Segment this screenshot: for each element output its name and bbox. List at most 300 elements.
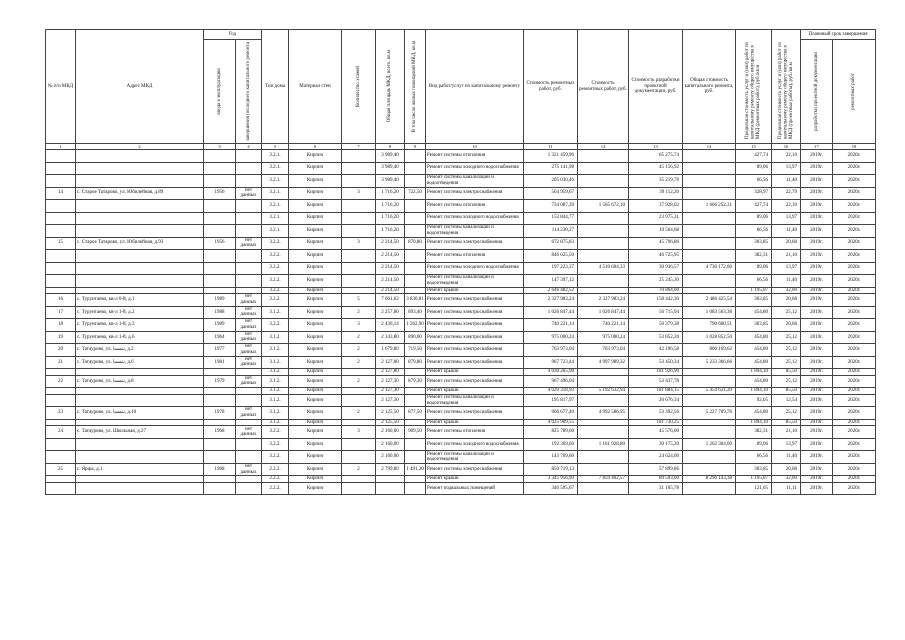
row-floors: 2: [342, 375, 376, 388]
row-total-cost: [683, 175, 736, 188]
row-plan-design: 2019г.: [801, 250, 833, 263]
row-year-overhaul: [236, 419, 262, 426]
row-type: 3.2.2.: [262, 319, 289, 332]
row-wall: Кирпич: [289, 162, 342, 175]
row-plan-design: 2019г.: [801, 237, 833, 250]
row-plan-repair: 2020г.: [833, 212, 876, 225]
row-work: Ремонт системы канализации и водоотведения: [426, 451, 524, 464]
row-year-overhaul: нет данных: [236, 294, 262, 307]
row-cost1: 114 230,27: [524, 225, 578, 238]
row-plan-repair: 2020г.: [833, 306, 876, 319]
row-wall: Кирпич: [289, 369, 342, 376]
row-work: Ремонт крыши: [426, 287, 524, 294]
row-year-overhaul: [236, 150, 262, 163]
row-total-cost: 1 028 852,50: [683, 331, 736, 344]
row-floors: 3: [342, 319, 376, 332]
row-wall: Кирпич: [289, 306, 342, 319]
row-limit2: 20,68: [772, 463, 801, 476]
table-row: [46, 369, 876, 376]
row-total-area: 2 214,50: [376, 237, 405, 250]
row-floors: [342, 438, 376, 451]
row-living-area: 1 491,30: [405, 463, 426, 476]
row-wall: Кирпич: [289, 375, 342, 388]
row-address: [76, 250, 204, 263]
row-num: [46, 438, 76, 451]
row-wall: Кирпич: [289, 344, 342, 357]
row-type: 3.2.2.: [262, 275, 289, 288]
column-number: 7: [342, 144, 376, 150]
row-total-cost: 2 486 425,54: [683, 294, 736, 307]
row-year-commission: 1981: [204, 356, 236, 369]
table-row: [46, 319, 876, 332]
row-address: с. Турунтаево, кв-л 1-й, д.6: [76, 331, 204, 344]
row-plan-repair: 2020г.: [833, 369, 876, 376]
row-living-area: 3 830,81: [405, 294, 426, 307]
row-total-area: 3 989,40: [376, 175, 405, 188]
table-row: [46, 250, 876, 263]
row-floors: [342, 225, 376, 238]
row-plan-design: 2019г.: [801, 175, 833, 188]
row-num: 21: [46, 356, 76, 369]
row-design-cost: 53 450,34: [629, 356, 683, 369]
row-cost1: 340 595,67: [524, 482, 578, 495]
row-plan-repair: 2020г.: [833, 388, 876, 395]
row-address: с. Татаурово, ул. ننمسا, д.8: [76, 375, 204, 388]
row-total-area: 2 214,50: [376, 287, 405, 294]
row-total-area: 2 436,14: [376, 319, 405, 332]
row-total-area: 2 125,50: [376, 419, 405, 426]
header-design-cost: Стоимость разработки проектной документации, руб.: [629, 30, 683, 144]
row-cost1: 967 496,04: [524, 375, 578, 388]
column-number: 5: [262, 144, 289, 150]
row-plan-repair: 2020г.: [833, 262, 876, 275]
row-limit1: 66,56: [736, 175, 772, 188]
row-type: 2.2.2.: [262, 482, 289, 495]
row-year-overhaul: нет данных: [236, 426, 262, 439]
row-year-commission: [204, 476, 236, 483]
row-design-cost: 158 442,30: [629, 294, 683, 307]
row-address: [76, 212, 204, 225]
row-wall: Кирпич: [289, 262, 342, 275]
row-plan-design: 2019г.: [801, 212, 833, 225]
row-type: 3.1.2.: [262, 394, 289, 407]
column-number: 14: [683, 144, 736, 150]
row-plan-repair: 2020г.: [833, 476, 876, 483]
row-cost1: 4 029 318,93: [524, 388, 578, 395]
row-year-commission: [204, 175, 236, 188]
row-plan-design: 2019г.: [801, 375, 833, 388]
row-living-area: [405, 162, 426, 175]
row-plan-design: 2019г.: [801, 225, 833, 238]
row-year-overhaul: нет данных: [236, 237, 262, 250]
row-cost2: 975 000,24: [578, 331, 629, 344]
row-wall: Кирпич: [289, 275, 342, 288]
row-limit2: 32,00: [772, 287, 801, 294]
row-work: Ремонт подвальных помещений: [426, 482, 524, 495]
row-plan-repair: 2020г.: [833, 426, 876, 439]
row-work: Ремонт системы канализации и водоотведения: [426, 175, 524, 188]
row-limit1: 454,80: [736, 375, 772, 388]
row-cost2: 4 510 604,33: [578, 262, 629, 275]
table-row: [46, 237, 876, 250]
row-address: [76, 419, 204, 426]
row-floors: [342, 394, 376, 407]
row-limit2: 85,50: [772, 369, 801, 376]
row-num: 24: [46, 426, 76, 439]
row-num: [46, 287, 76, 294]
row-year-overhaul: нет данных: [236, 463, 262, 476]
row-total-area: 1 679,80: [376, 344, 405, 357]
row-living-area: [405, 451, 426, 464]
row-year-commission: 1956: [204, 237, 236, 250]
row-year-commission: 1956: [204, 187, 236, 200]
row-plan-repair: 2020г.: [833, 356, 876, 369]
row-type: 3.1.2.: [262, 388, 289, 395]
row-year-overhaul: [236, 394, 262, 407]
row-living-area: [405, 200, 426, 213]
row-cost2: [578, 451, 629, 464]
table-row: [46, 306, 876, 319]
row-address: [76, 438, 204, 451]
row-type: 3.2.1.: [262, 187, 289, 200]
row-limit2: 13,97: [772, 162, 801, 175]
row-num: [46, 250, 76, 263]
header-cost2: Стоимость ремонтных работ, руб.: [578, 30, 629, 144]
row-floors: [342, 250, 376, 263]
row-num: [46, 388, 76, 395]
row-num: 14: [46, 187, 76, 200]
row-year-commission: 1968: [204, 426, 236, 439]
row-num: [46, 175, 76, 188]
row-limit2: 11,11: [772, 482, 801, 495]
row-address: с. Старое Татарово, ул. Юбилейная, д.93: [76, 237, 204, 250]
row-plan-repair: 2020г.: [833, 463, 876, 476]
table-row: [46, 331, 876, 344]
row-work: Ремонт системы электроснабжения: [426, 294, 524, 307]
row-address: [76, 476, 204, 483]
row-num: 25: [46, 463, 76, 476]
row-year-commission: [204, 212, 236, 225]
row-limit2: 12,54: [772, 394, 801, 407]
row-plan-design: 2019г.: [801, 476, 833, 483]
row-plan-repair: 2020г.: [833, 438, 876, 451]
row-living-area: [405, 150, 426, 163]
column-number: 15: [736, 144, 772, 150]
row-cost1: 967 723,44: [524, 356, 578, 369]
row-total-cost: [683, 426, 736, 439]
row-limit1: 1 894,10: [736, 388, 772, 395]
row-cost2: [578, 287, 629, 294]
row-living-area: 879,80: [405, 356, 426, 369]
row-address: с. Татаурово, ул. Школьная, д.27: [76, 426, 204, 439]
row-wall: Кирпич: [289, 175, 342, 188]
header-year-commission: ввода в эксплуатацию: [204, 40, 236, 144]
row-limit1: 454,80: [736, 344, 772, 357]
row-plan-repair: 2020г.: [833, 225, 876, 238]
row-plan-design: 2019г.: [801, 463, 833, 476]
row-work: Ремонт системы холодного водоснабжения: [426, 162, 524, 175]
row-total-area: 2 127,80: [376, 356, 405, 369]
row-limit2: 25,12: [772, 306, 801, 319]
row-total-area: 3 989,40: [376, 162, 405, 175]
row-floors: 2: [342, 331, 376, 344]
row-work: Ремонт системы канализации и водоотведения: [426, 225, 524, 238]
row-year-overhaul: нет данных: [236, 306, 262, 319]
row-floors: [342, 476, 376, 483]
row-design-cost: 65 275,74: [629, 150, 683, 163]
row-year-overhaul: нет данных: [236, 375, 262, 388]
row-type: 3.2.1.: [262, 175, 289, 188]
row-address: [76, 162, 204, 175]
row-num: 17: [46, 306, 76, 319]
row-plan-repair: 2020г.: [833, 394, 876, 407]
row-plan-design: 2019г.: [801, 306, 833, 319]
row-plan-design: 2019г.: [801, 344, 833, 357]
row-total-area: 2 160,00: [376, 438, 405, 451]
row-plan-design: 2019г.: [801, 294, 833, 307]
row-total-area: 2 127,80: [376, 369, 405, 376]
row-year-commission: [204, 482, 236, 495]
table-row: [46, 150, 876, 163]
row-living-area: 870,80: [405, 237, 426, 250]
row-cost2: [578, 175, 629, 188]
row-year-commission: [204, 275, 236, 288]
row-cost1: 192 369,60: [524, 438, 578, 451]
row-limit2: 11,40: [772, 175, 801, 188]
row-total-cost: 5 454 631,20: [683, 388, 736, 395]
row-design-cost: 53 392,56: [629, 407, 683, 420]
row-floors: 2: [342, 306, 376, 319]
row-work: Ремонт системы холодного водоснабжения: [426, 438, 524, 451]
row-address: [76, 275, 204, 288]
row-limit1: 1 894,10: [736, 419, 772, 426]
row-year-commission: [204, 369, 236, 376]
row-work: Ремонт системы электроснабжения: [426, 344, 524, 357]
row-total-area: 2 125,50: [376, 407, 405, 420]
row-total-cost: [683, 187, 736, 200]
row-living-area: [405, 262, 426, 275]
header-plan-repair: ремонтных работ: [833, 40, 876, 144]
row-year-overhaul: [236, 476, 262, 483]
row-total-cost: 4 730 172,00: [683, 262, 736, 275]
row-total-cost: [683, 250, 736, 263]
column-number: 2: [76, 144, 204, 150]
header-address: Адрес МКД: [76, 30, 204, 144]
table-row: [46, 225, 876, 238]
header-plan: Плановый срок завершения: [801, 30, 876, 40]
row-type: 3.2.2.: [262, 438, 289, 451]
row-total-area: 1 716,20: [376, 200, 405, 213]
row-year-overhaul: нет данных: [236, 407, 262, 420]
row-cost1: 825 789,60: [524, 426, 578, 439]
row-design-cost: 23 975,31: [629, 212, 683, 225]
row-limit2: 21,10: [772, 426, 801, 439]
row-year-overhaul: [236, 162, 262, 175]
row-type: 3.2.1.: [262, 225, 289, 238]
row-wall: Кирпич: [289, 482, 342, 495]
table-row: [46, 187, 876, 200]
row-limit1: 66,56: [736, 451, 772, 464]
row-total-area: 2 799,80: [376, 463, 405, 476]
row-num: 23: [46, 407, 76, 420]
row-total-cost: [683, 375, 736, 388]
row-year-commission: [204, 438, 236, 451]
row-plan-design: 2019г.: [801, 262, 833, 275]
row-type: 3.2.2.: [262, 287, 289, 294]
row-total-area: 2 214,50: [376, 275, 405, 288]
table-row: [46, 438, 876, 451]
row-design-cost: 45 156,92: [629, 162, 683, 175]
row-plan-repair: 2020г.: [833, 250, 876, 263]
row-cost2: [578, 187, 629, 200]
row-type: 3.2.2.: [262, 250, 289, 263]
row-total-cost: [683, 237, 736, 250]
row-num: [46, 212, 76, 225]
row-year-commission: [204, 388, 236, 395]
row-living-area: [405, 275, 426, 288]
row-cost2: [578, 394, 629, 407]
row-total-cost: [683, 162, 736, 175]
row-type: 3.2.1.: [262, 212, 289, 225]
row-plan-repair: 2020г.: [833, 319, 876, 332]
row-plan-repair: 2020г.: [833, 294, 876, 307]
row-cost1: 4 025 909,55: [524, 419, 578, 426]
row-year-overhaul: [236, 225, 262, 238]
row-num: [46, 262, 76, 275]
row-design-cost: 26 676,34: [629, 394, 683, 407]
row-year-overhaul: [236, 451, 262, 464]
row-design-cost: 31 105,78: [629, 482, 683, 495]
column-number: 8: [376, 144, 405, 150]
row-num: [46, 394, 76, 407]
row-living-area: [405, 369, 426, 376]
row-work: Ремонт системы электроснабжения: [426, 187, 524, 200]
row-type: 3.2.2.: [262, 237, 289, 250]
row-design-cost: 45 576,00: [629, 426, 683, 439]
row-plan-design: 2019г.: [801, 369, 833, 376]
row-work: Ремонт системы электроснабжения: [426, 237, 524, 250]
row-cost1: 734 087,39: [524, 200, 578, 213]
row-year-commission: 1989: [204, 294, 236, 307]
row-type: 3.2.1.: [262, 150, 289, 163]
row-design-cost: 19 564,68: [629, 225, 683, 238]
header-num: № п/п МКД: [46, 30, 76, 144]
row-design-cost: 181 730,25: [629, 419, 683, 426]
row-plan-design: 2019г.: [801, 388, 833, 395]
row-wall: Кирпич: [289, 200, 342, 213]
row-design-cost: 37 928,02: [629, 200, 683, 213]
header-type: Тип дома: [262, 30, 289, 144]
row-total-area: 2 160,00: [376, 451, 405, 464]
row-wall: Кирпич: [289, 331, 342, 344]
row-cost2: [578, 419, 629, 426]
row-year-overhaul: [236, 287, 262, 294]
row-type: 3.2.2.: [262, 294, 289, 307]
row-design-cost: 30 936,57: [629, 262, 683, 275]
header-total-area: Общая площадь МКД, всего, кв.м: [376, 30, 405, 144]
row-limit2: 11,40: [772, 225, 801, 238]
row-cost1: 1 026 847,44: [524, 306, 578, 319]
row-limit1: 89,06: [736, 212, 772, 225]
table-row: [46, 476, 876, 483]
row-total-cost: 5 233 366,66: [683, 356, 736, 369]
row-total-cost: [683, 394, 736, 407]
row-floors: 3: [342, 426, 376, 439]
row-address: с. Ярцы, д.1: [76, 463, 204, 476]
row-design-cost: 50 379,38: [629, 319, 683, 332]
row-work: Ремонт системы электроснабжения: [426, 331, 524, 344]
row-cost2: [578, 225, 629, 238]
row-num: [46, 451, 76, 464]
row-num: [46, 476, 76, 483]
row-year-commission: [204, 262, 236, 275]
row-living-area: [405, 212, 426, 225]
row-num: [46, 419, 76, 426]
row-num: [46, 482, 76, 495]
table-row: [46, 426, 876, 439]
row-year-overhaul: нет данных: [236, 331, 262, 344]
header-wall: Материал стен: [289, 30, 342, 144]
row-cost2: [578, 250, 629, 263]
row-limit2: 13,97: [772, 438, 801, 451]
row-wall: Кирпич: [289, 476, 342, 483]
row-total-area: 3 989,40: [376, 150, 405, 163]
row-year-commission: [204, 200, 236, 213]
row-cost2: 7 859 402,57: [578, 476, 629, 483]
row-year-overhaul: [236, 250, 262, 263]
row-floors: 2: [342, 407, 376, 420]
row-plan-repair: 2020г.: [833, 200, 876, 213]
row-year-commission: [204, 250, 236, 263]
row-address: с. Старое Татарово, ул. Юбилейная, д.89: [76, 187, 204, 200]
row-type: 3.1.2.: [262, 306, 289, 319]
row-floors: [342, 150, 376, 163]
row-floors: [342, 482, 376, 495]
row-total-cost: 1 262 304,00: [683, 438, 736, 451]
row-num: [46, 225, 76, 238]
column-number: 16: [772, 144, 801, 150]
row-year-overhaul: [236, 275, 262, 288]
row-cost2: 4 992 586,95: [578, 407, 629, 420]
table-row: [46, 482, 876, 495]
header-limit2: Предельная стоимость услуг и (или) работ по капитальному ремонту общего имущества в МКД (проектные работы), руб./кв.м: [772, 30, 801, 144]
row-total-area: [376, 476, 405, 483]
row-wall: Кирпич: [289, 463, 342, 476]
row-design-cost: 53 852,26: [629, 331, 683, 344]
row-living-area: 909,50: [405, 426, 426, 439]
row-limit2: 13,97: [772, 212, 801, 225]
row-type: 3.1.2.: [262, 369, 289, 376]
row-address: [76, 394, 204, 407]
row-work: Ремонт системы холодного водоснабжения: [426, 262, 524, 275]
row-cost1: 846 625,50: [524, 250, 578, 263]
row-total-cost: [683, 287, 736, 294]
table-row: [46, 356, 876, 369]
row-living-area: [405, 476, 426, 483]
row-plan-repair: 2020г.: [833, 482, 876, 495]
row-floors: [342, 200, 376, 213]
row-plan-design: 2019г.: [801, 275, 833, 288]
row-plan-design: 2019г.: [801, 187, 833, 200]
row-year-commission: 1968: [204, 463, 236, 476]
row-cost2: [578, 375, 629, 388]
table-row: [46, 287, 876, 294]
row-plan-design: 2019г.: [801, 200, 833, 213]
row-cost2: 740 221,14: [578, 319, 629, 332]
row-limit1: 303,85: [736, 294, 772, 307]
row-total-area: [376, 482, 405, 495]
row-limit2: 25,12: [772, 344, 801, 357]
